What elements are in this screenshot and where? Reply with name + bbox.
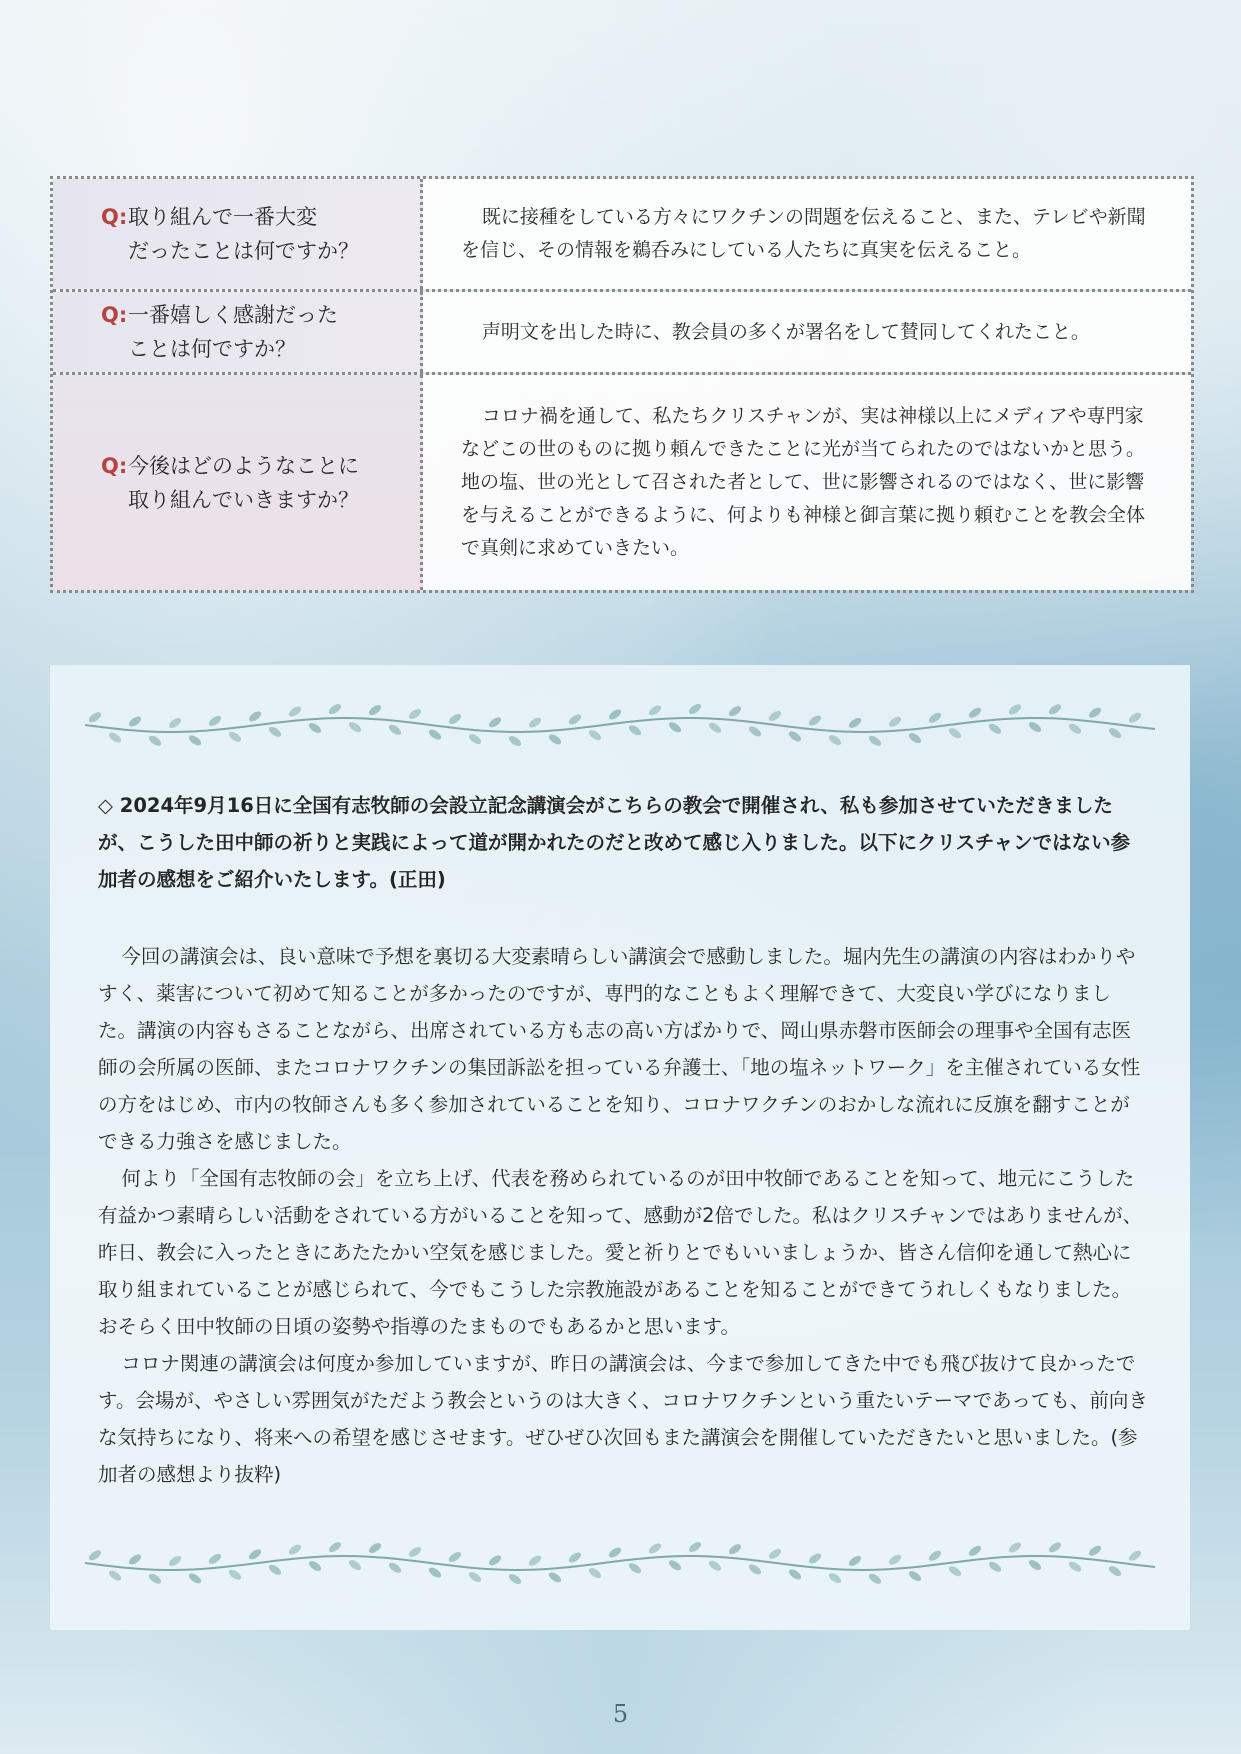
- answer-cell: [423, 375, 1191, 590]
- qa-row: [53, 375, 1191, 590]
- question-text: 取り組んで一番大変 だったことは何ですか？: [128, 205, 359, 263]
- qa-row: [53, 179, 1191, 292]
- intro-paragraph: ◇ 2024年9月16日に全国有志牧師の会設立記念講演会がこちらの教会で開催され、私も参加させていただきましたが、こうした田中師の祈りと実践によって道が開かれたのだと改めて感じ入りました。以下にクリスチャンではない参加者の感想をご紹介いたします。(正田): [98, 794, 1131, 891]
- question-text: 今後はどのようなことに 取り組んでいきますか？: [128, 453, 359, 512]
- answer-text: コロナ禍を通して、私たちクリスチャンが、実は神様以上にメディアや専門家などこの世のものに拠り頼んできたことに光が当てられたのではないかと思う。地の塩、世の光として召された者として、世に影響されるのではなく、世に影響を与えることができるように、何よりも神様と御言葉に拠り頼むことを教会全体で真剣に求めていきたい。: [461, 405, 1146, 559]
- q-mark: Q:: [101, 453, 128, 478]
- body-paragraph: 今回の講演会は、良い意味で予想を裏切る大変素晴らしい講演会で感動しました。堀内先生の講演の内容はわかりやすく、薬害について初めて知ることが多かったのですが、専門的なこともよく理解できて、大変良い学びになりました。講演の内容もさることながら、出席されている方も志の高い方ばかりで、岡山県赤磐市医師会の理事や全国有志医師の会所属の医師、またコロナワクチンの集団訴訟を担っている弁護士、「地の塩ネットワーク」を主催されている女性の方をはじめ、市内の牧師さんも多く参加されていることを知り、コロナワクチンのおかしな流れに反旗を翻すことができる力強さを感じました。: [98, 945, 1141, 1153]
- answer-text: 既に接種をしている方々にワクチンの問題を伝えること、また、テレビや新聞を信じ、その情報を鵜呑みにしている人たちに真実を伝えること。: [461, 206, 1146, 261]
- question-cell: [53, 292, 423, 372]
- testimonial-body: [98, 938, 1148, 1493]
- q-mark: Q:: [101, 303, 128, 327]
- answer-text: 声明文を出した時に、教会員の多くが署名をして賛同してくれたこと。: [481, 320, 1090, 343]
- qa-row: [53, 292, 1191, 375]
- answer-cell: [423, 179, 1191, 289]
- answer-cell: [423, 292, 1191, 372]
- question-cell: [53, 179, 423, 289]
- vine-ornament-top-icon: [85, 695, 1155, 755]
- vine-ornament-bottom-icon: [85, 1533, 1155, 1593]
- question-text: 一番嬉しく感謝だった ことは何ですか？: [128, 303, 338, 361]
- body-paragraph: コロナ関連の講演会は何度か参加していますが、昨日の講演会は、今まで参加してきた中でも飛び抜けて良かったです。会場が、やさしい雰囲気がただよう教会というのは大きく、コロナワクチンという重たいテーマであっても、前向きな気持ちになり、将来への希望を感じさせます。ぜひぜひ次回もまた講演会を開催していただきたいと思いました。(参加者の感想より抜粋): [98, 1352, 1148, 1486]
- body-paragraph: 何より「全国有志牧師の会」を立ち上げ、代表を務められているのが田中牧師であることを知って、地元にこうした有益かつ素晴らしい活動をされている方がいることを知って、感動が2倍でした。私はクリスチャンではありませんが、昨日、教会に入ったときにあたたかい空気を感じました。愛と祈りとでもいいましょうか、皆さん信仰を通して熱心に取り組まれていることが感じられて、今でもこうした宗教施設があることを知ることができてうれしくもなりました。おそらく田中牧師の日頃の姿勢や指導のたまものでもあるかと思います。: [98, 1167, 1143, 1338]
- page-number: 5: [612, 1700, 629, 1728]
- qa-table: [50, 176, 1194, 593]
- q-mark: Q:: [101, 205, 128, 229]
- testimonial-panel: [50, 665, 1190, 1630]
- question-cell: [53, 375, 423, 590]
